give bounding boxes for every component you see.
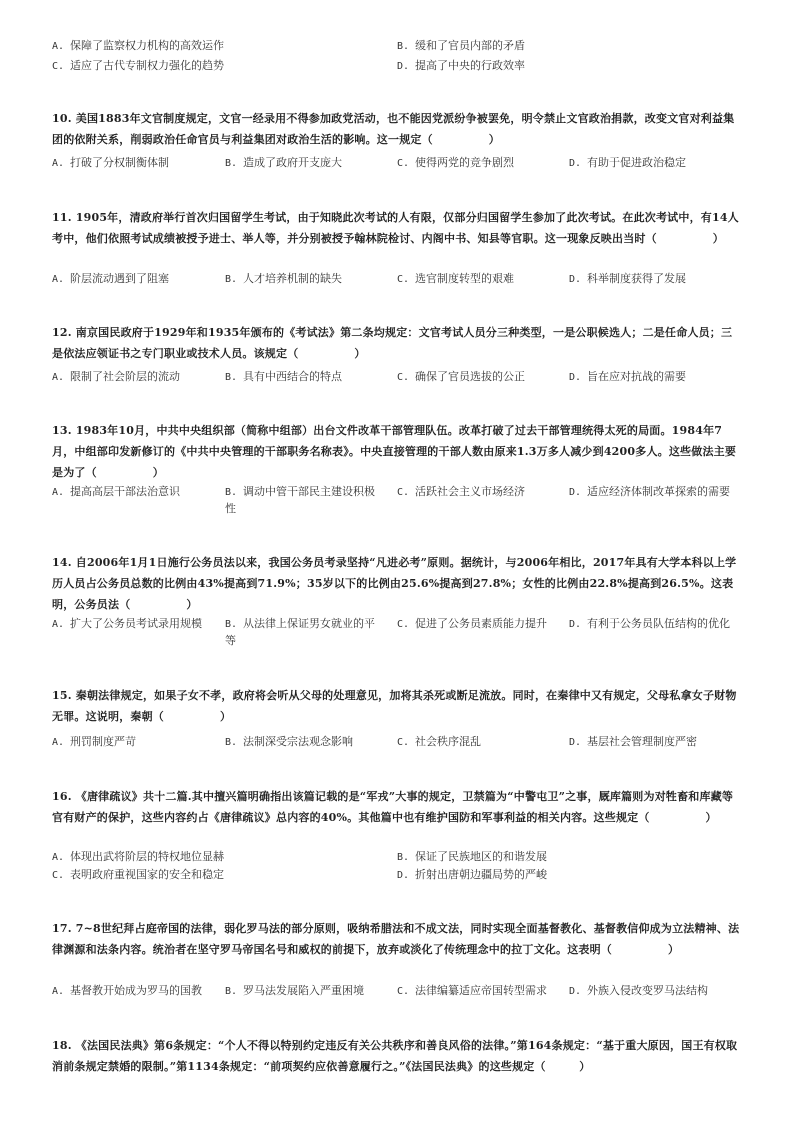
q9-option-b[interactable]: B. 缓和了官员内部的矛盾 xyxy=(397,39,526,52)
q15-option-b[interactable]: B. 法制深受宗法观念影响 xyxy=(225,735,354,748)
q15-option-a[interactable]: A. 刑罚制度严苛 xyxy=(52,735,137,748)
q15-stem: 15. 秦朝法律规定，如果子女不孝，政府将会听从父母的处理意见，加将其杀死或断足流放。同时，在秦律中又有规定，父母私拿女子财物无罪。这说明，秦朝（ ） xyxy=(52,689,737,723)
q12-option-a[interactable]: A. 限制了社会阶层的流动 xyxy=(52,370,181,383)
q11-option-d[interactable]: D. 科举制度获得了发展 xyxy=(569,272,687,285)
q14-stem: 14. 自2006年1月1日施行公务员法以来，我国公务员考录坚持“凡进必考”原则。据统计，与2006年相比，2017年具有大学本科以上学历人员占公务员总数的比例由43%提高到71.9%；35岁以下的比例由25.6%提高到27.8%；女性的比例由22.8%提高到26.5%。这表明，公务员法（ ） xyxy=(52,556,737,611)
q10-option-d[interactable]: D. 有助于促进政治稳定 xyxy=(569,156,687,169)
q16-option-b[interactable]: B. 保证了民族地区的和谐发展 xyxy=(397,850,548,863)
q16-option-d[interactable]: D. 折射出唐朝边疆局势的严峻 xyxy=(397,868,548,881)
q11-option-b[interactable]: B. 人才培养机制的缺失 xyxy=(225,272,343,285)
q12-stem: 12. 南京国民政府于1929年和1935年颁布的《考试法》第二条均规定：文官考试人员分三种类型，一是公职候选人；二是任命人员；三是依法应领证书之专门职业或技术人员。该规定（ ） xyxy=(52,326,733,360)
q14-option-b[interactable]: B. 从法律上保证男女就业的平等 xyxy=(225,617,376,647)
q17-option-d[interactable]: D. 外族入侵改变罗马法结构 xyxy=(569,984,709,997)
q10-option-c[interactable]: C. 使得两党的竞争剧烈 xyxy=(397,156,515,169)
q16-option-c[interactable]: C. 表明政府重视国家的安全和稳定 xyxy=(52,868,225,881)
q13-option-d[interactable]: D. 适应经济体制改革探索的需要 xyxy=(569,485,731,498)
q13-stem: 13. 1983年10月，中共中央组织部（简称中组部）出台文件改革干部管理队伍。改革打破了过去干部管理统得太死的局面。1984年7月，中组部印发新修订的《中共中央管理的干部职务名称表》。中央直接管理的干部人数由原来1.3万多人减少到4200多人。这些做法主要是为了（ ） xyxy=(52,424,737,479)
q9-option-c[interactable]: C. 适应了古代专制权力强化的趋势 xyxy=(52,59,225,72)
q11-stem: 11. 1905年，清政府举行首次归国留学生考试，由于知晓此次考试的人有限，仅部分归国留学生参加了此次考试。在此次考试中，有14人考中，他们依照考试成绩被授予进士、举人等，并分别被授予翰林院检讨、内阁中书、知县等官职。这一现象反映出当时（ ） xyxy=(52,211,739,245)
q9-option-d[interactable]: D. 提高了中央的行政效率 xyxy=(397,59,526,72)
q10-option-a[interactable]: A. 打破了分权制衡体制 xyxy=(52,156,170,169)
q12-option-d[interactable]: D. 旨在应对抗战的需要 xyxy=(569,370,687,383)
q17-option-b[interactable]: B. 罗马法发展陷入严重困境 xyxy=(225,984,365,997)
q12-option-c[interactable]: C. 确保了官员选拔的公正 xyxy=(397,370,526,383)
q10-stem: 10. 美国1883年文官制度规定，文官一经录用不得参加政党活动，也不能因党派纷争被罢免，明令禁止文官政治捐款，改变文官对利益集团的依附关系，削弱政治任命官员与利益集团对政治生活的影响。这一规定（ ） xyxy=(52,112,735,146)
q14-option-a[interactable]: A. 扩大了公务员考试录用规模 xyxy=(52,617,203,630)
q15-option-c[interactable]: C. 社会秩序混乱 xyxy=(397,735,482,748)
q15-option-d[interactable]: D. 基层社会管理制度严密 xyxy=(569,735,698,748)
q17-stem: 17. 7~8世纪拜占庭帝国的法律，弱化罗马法的部分原则，吸纳希腊法和不成文法，同时实现全面基督教化、基督教信仰成为立法精神、法律渊源和法条内容。统治者在坚守罗马帝国名号和威权的前提下，放弃或淡化了传统理念中的拉丁文化。这表明（ ） xyxy=(52,922,740,956)
q10-option-b[interactable]: B. 造成了政府开支庞大 xyxy=(225,156,343,169)
q18-stem: 18. 《法国民法典》第6条规定：“个人不得以特别约定违反有关公共秩序和善良风俗的法律。”第164条规定：“基于重大原因，国王有权取消前条规定禁婚的限制。”第1134条规定：“前项契约应依善意履行之。”《法国民法典》的这些规定（ ） xyxy=(52,1039,738,1073)
q16-option-a[interactable]: A. 体现出武将阶层的特权地位显赫 xyxy=(52,850,225,863)
q11-option-c[interactable]: C. 选官制度转型的艰难 xyxy=(397,272,515,285)
q12-option-b[interactable]: B. 具有中西结合的特点 xyxy=(225,370,343,383)
q17-option-a[interactable]: A. 基督教开始成为罗马的国教 xyxy=(52,984,203,997)
q11-option-a[interactable]: A. 阶层流动遇到了阻塞 xyxy=(52,272,170,285)
q13-option-a[interactable]: A. 提高高层干部法治意识 xyxy=(52,485,181,498)
q16-stem: 16. 《唐律疏议》共十二篇.其中擅兴篇明确指出该篇记载的是“军戎”大事的规定，卫禁篇为“中警屯卫”之事，厩库篇则为对牲畜和库藏等官有财产的保护，这些内容约占《唐律疏议》总内容的40%。其他篇中也有维护国防和军事利益的相关内容。这些规定（ ） xyxy=(52,790,734,824)
q17-option-c[interactable]: C. 法律编纂适应帝国转型需求 xyxy=(397,984,548,997)
q9-option-a[interactable]: A. 保障了监察权力机构的高效运作 xyxy=(52,39,225,52)
q13-option-b[interactable]: B. 调动中管干部民主建设积极性 xyxy=(225,485,376,515)
q14-option-d[interactable]: D. 有利于公务员队伍结构的优化 xyxy=(569,617,731,630)
q13-option-c[interactable]: C. 活跃社会主义市场经济 xyxy=(397,485,526,498)
q14-option-c[interactable]: C. 促进了公务员素质能力提升 xyxy=(397,617,548,630)
